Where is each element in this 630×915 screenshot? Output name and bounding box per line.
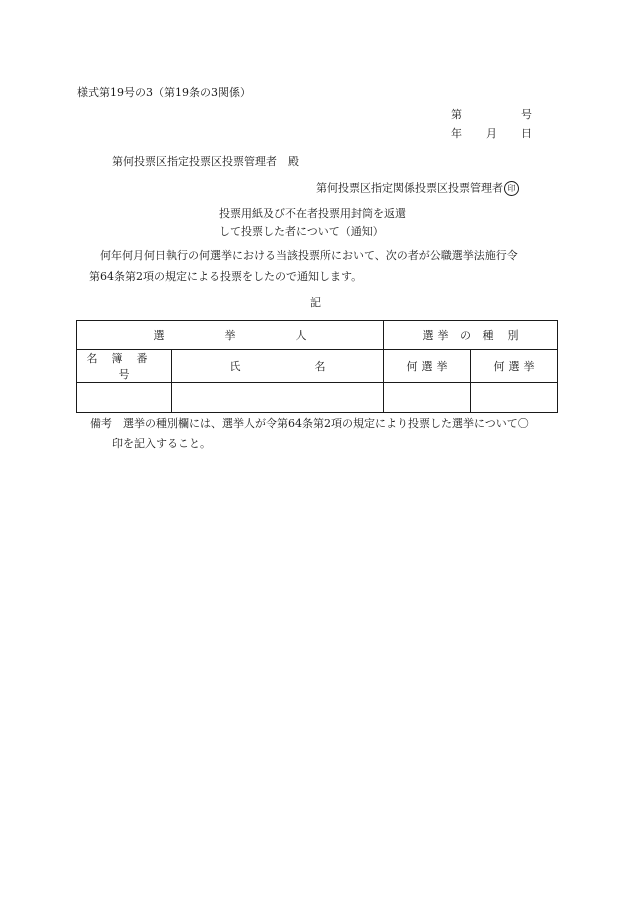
registry-number-header bbox=[77, 350, 172, 383]
record-table bbox=[76, 320, 558, 413]
registry-number-label: 名簿番号 bbox=[86, 352, 162, 381]
voter-header-cell bbox=[77, 321, 384, 350]
addressee: 第何投票区指定投票区投票管理者 殿 bbox=[112, 155, 299, 168]
doc-number-go: 号 bbox=[521, 108, 532, 121]
registry-number-cell bbox=[77, 383, 172, 413]
election-2-header bbox=[471, 350, 558, 383]
type-header-no: の bbox=[460, 329, 471, 342]
body-line-2: 第64条第2項の規定による投票をしたので通知します。 bbox=[89, 270, 363, 283]
table-row bbox=[77, 383, 558, 413]
election-1-cell bbox=[384, 383, 471, 413]
table-header-row-1 bbox=[77, 321, 558, 350]
name-cell bbox=[172, 383, 384, 413]
subject-line-1: 投票用紙及び不在者投票用封筒を返還 bbox=[219, 207, 406, 220]
sender: 第何投票区指定関係投票区投票管理者 bbox=[316, 181, 503, 195]
voter-header: 選挙人 bbox=[153, 329, 367, 342]
election-1-label: 何選挙 bbox=[406, 360, 452, 373]
date-year: 年 bbox=[451, 127, 462, 140]
election-2-label: 何選挙 bbox=[493, 360, 539, 373]
election-2-cell bbox=[471, 383, 558, 413]
name-label: 氏名 bbox=[229, 360, 400, 373]
sender-line bbox=[316, 181, 519, 196]
form-number: 様式第19号の3（第19条の3関係） bbox=[77, 86, 251, 99]
seal-mark: 印 bbox=[504, 181, 519, 196]
name-header bbox=[172, 350, 400, 383]
date-day: 日 bbox=[521, 127, 532, 140]
note-line-1: 備考 選挙の種別欄には、選挙人が令第64条第2項の規定により投票した選挙について〇 bbox=[90, 417, 529, 430]
doc-number-dai: 第 bbox=[451, 108, 462, 121]
type-header-cell bbox=[384, 321, 558, 350]
subject-line-2: して投票した者について（通知） bbox=[219, 225, 384, 238]
type-header-a: 選挙 bbox=[422, 329, 453, 342]
ki-heading: 記 bbox=[310, 296, 321, 309]
note-line-2: 印を記入すること。 bbox=[112, 437, 211, 450]
table-header-row-2 bbox=[77, 350, 558, 383]
body-line-1: 何年何月何日執行の何選挙における当該投票所において、次の者が公職選挙法施行令 bbox=[100, 249, 518, 262]
date-month: 月 bbox=[486, 127, 497, 140]
type-header-b: 種別 bbox=[482, 329, 533, 342]
